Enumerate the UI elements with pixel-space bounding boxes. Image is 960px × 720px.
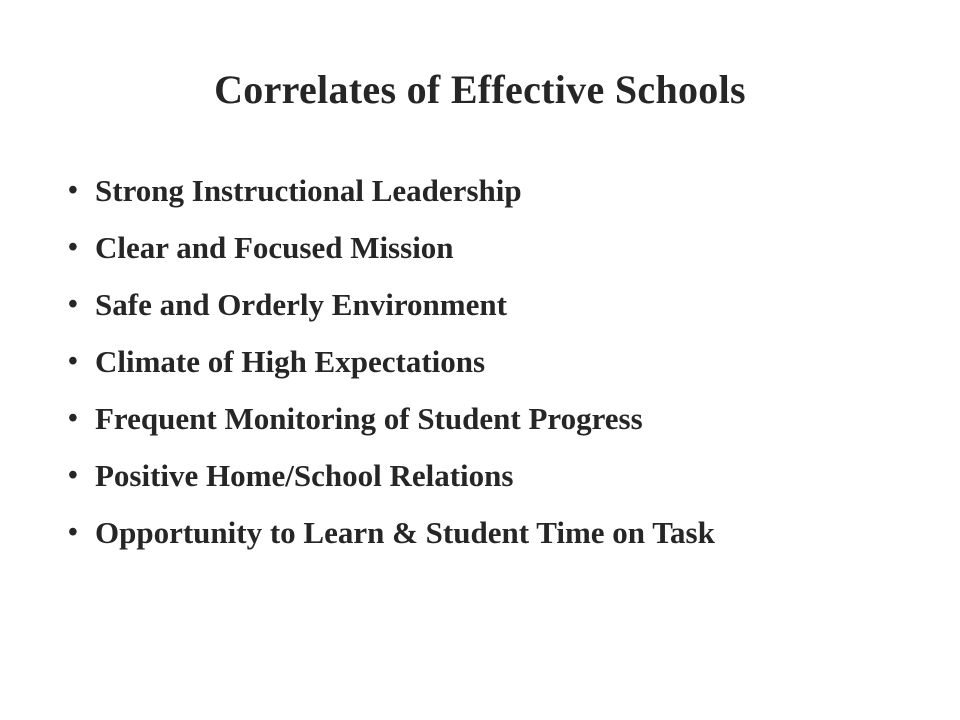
- bullet-text: Safe and Orderly Environment: [95, 287, 507, 322]
- bullet-text: Strong Instructional Leadership: [95, 173, 522, 208]
- bullet-item: [68, 400, 868, 437]
- bullet-dot-icon: •: [68, 346, 78, 377]
- slide-title: Correlates of Effective Schools: [214, 67, 746, 112]
- bullet-item: [68, 457, 868, 494]
- bullet-text: Climate of High Expectations: [95, 344, 486, 379]
- bullet-list: [68, 172, 868, 571]
- bullet-dot-icon: •: [68, 175, 78, 206]
- bullet-item: [68, 229, 868, 266]
- bullet-dot-icon: •: [68, 460, 78, 491]
- bullet-item: [68, 286, 868, 323]
- bullet-text: Positive Home/School Relations: [95, 458, 514, 493]
- bullet-text: Frequent Monitoring of Student Progress: [95, 401, 643, 436]
- bullet-item: [68, 343, 868, 380]
- bullet-dot-icon: •: [68, 232, 78, 263]
- bullet-item: [68, 172, 868, 209]
- bullet-dot-icon: •: [68, 289, 78, 320]
- bullet-text: Opportunity to Learn & Student Time on Task: [95, 515, 715, 550]
- bullet-text: Clear and Focused Mission: [95, 230, 454, 265]
- bullet-dot-icon: •: [68, 403, 78, 434]
- bullet-dot-icon: •: [68, 517, 78, 548]
- bullet-item: [68, 514, 868, 551]
